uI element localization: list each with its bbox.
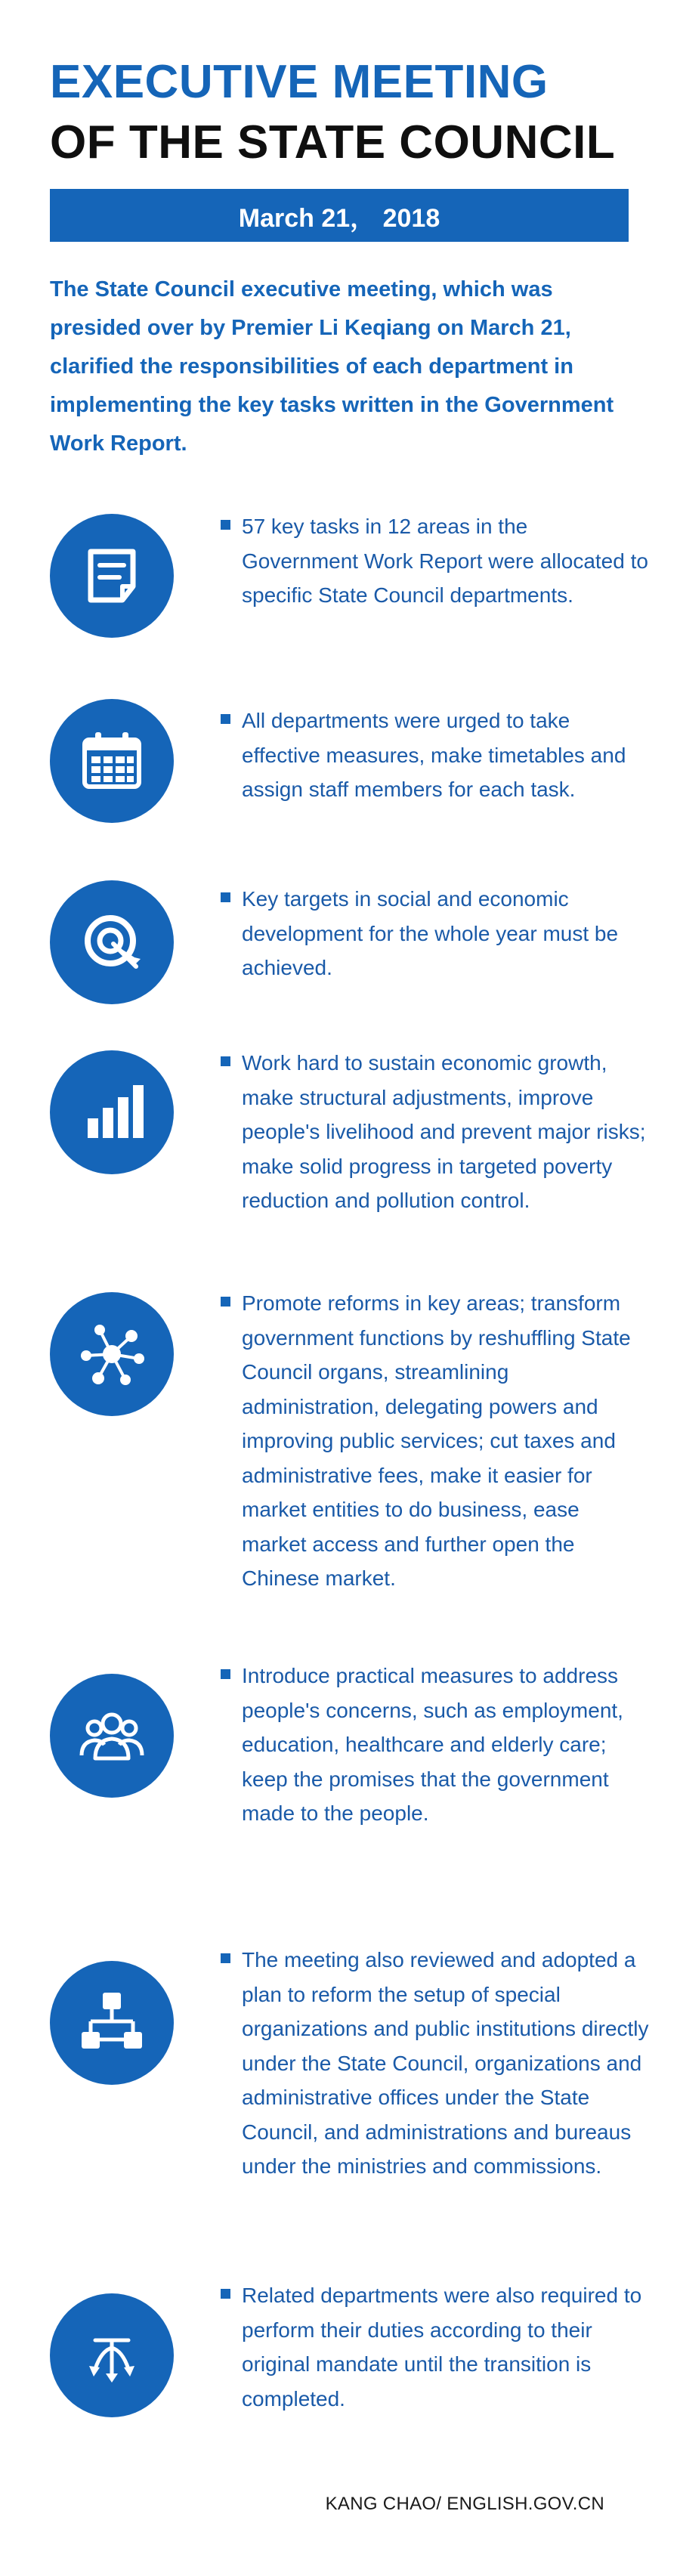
list-item-text: Introduce practical measures to address people's concerns, such as employment, education, healthcare and elderly care; keep the promises that the government made to the people.	[242, 1664, 623, 1825]
bullet-marker	[221, 2289, 230, 2299]
calendar-icon	[50, 699, 174, 823]
bullet-marker	[221, 1056, 230, 1066]
bullet-marker	[221, 1669, 230, 1679]
intro-paragraph: The State Council executive meeting, which was presided over by Premier Li Keqiang on March 21, clarified the responsibilities of each department in implementing the key tasks written in the Government Work Report.	[50, 277, 614, 456]
list-item-text: Promote reforms in key areas; transform government functions by reshuffling State Council organs, streamlining administration, delegating powers and improving public services; cut taxes and administrative fees, make it easier for market entities to do business, ease market access and further open the Chinese market.	[242, 1291, 631, 1590]
network-icon	[50, 1292, 174, 1416]
list-item-text: 57 key tasks in 12 areas in the Government Work Report were allocated to specific State Council departments.	[242, 515, 648, 607]
bar-chart-icon	[50, 1050, 174, 1174]
list-item-text: Related departments were also required to perform their duties according to their original mandate until the transition is completed.	[242, 2284, 642, 2411]
bullet-marker	[221, 1297, 230, 1307]
people-icon	[50, 1674, 174, 1798]
bullet-marker	[221, 714, 230, 724]
org-chart-icon	[50, 1961, 174, 2085]
list-item-text: The meeting also reviewed and adopted a plan to reform the setup of special organizations and public institutions directly under the State Council, organizations and administrative offices under the State Council, and administrations and bureaus under the ministries and commissions.	[242, 1948, 649, 2178]
target-icon	[50, 880, 174, 1004]
credit-line: KANG CHAO/ ENGLISH.GOV.CN	[325, 2494, 604, 2514]
date-banner	[50, 189, 629, 242]
bullet-marker	[221, 1953, 230, 1963]
bullet-marker	[221, 520, 230, 530]
branch-arrows-icon	[50, 2293, 174, 2417]
list-item-text: Key targets in social and economic development for the whole year must be achieved.	[242, 887, 619, 979]
bullet-marker	[221, 892, 230, 902]
list-item-text: Work hard to sustain economic growth, make structural adjustments, improve people's livelihood and prevent major risks; make solid progress in targeted poverty reduction and pollution control.	[242, 1051, 646, 1212]
meeting-date: March 21， 2018	[238, 203, 440, 233]
title-line-1: EXECUTIVE MEETING	[50, 56, 549, 108]
list-item-text: All departments were urged to take effective measures, make timetables and assign staff members for each task.	[242, 709, 626, 801]
document-icon	[50, 514, 174, 638]
title-line-2: OF THE STATE COUNCIL	[50, 116, 616, 169]
